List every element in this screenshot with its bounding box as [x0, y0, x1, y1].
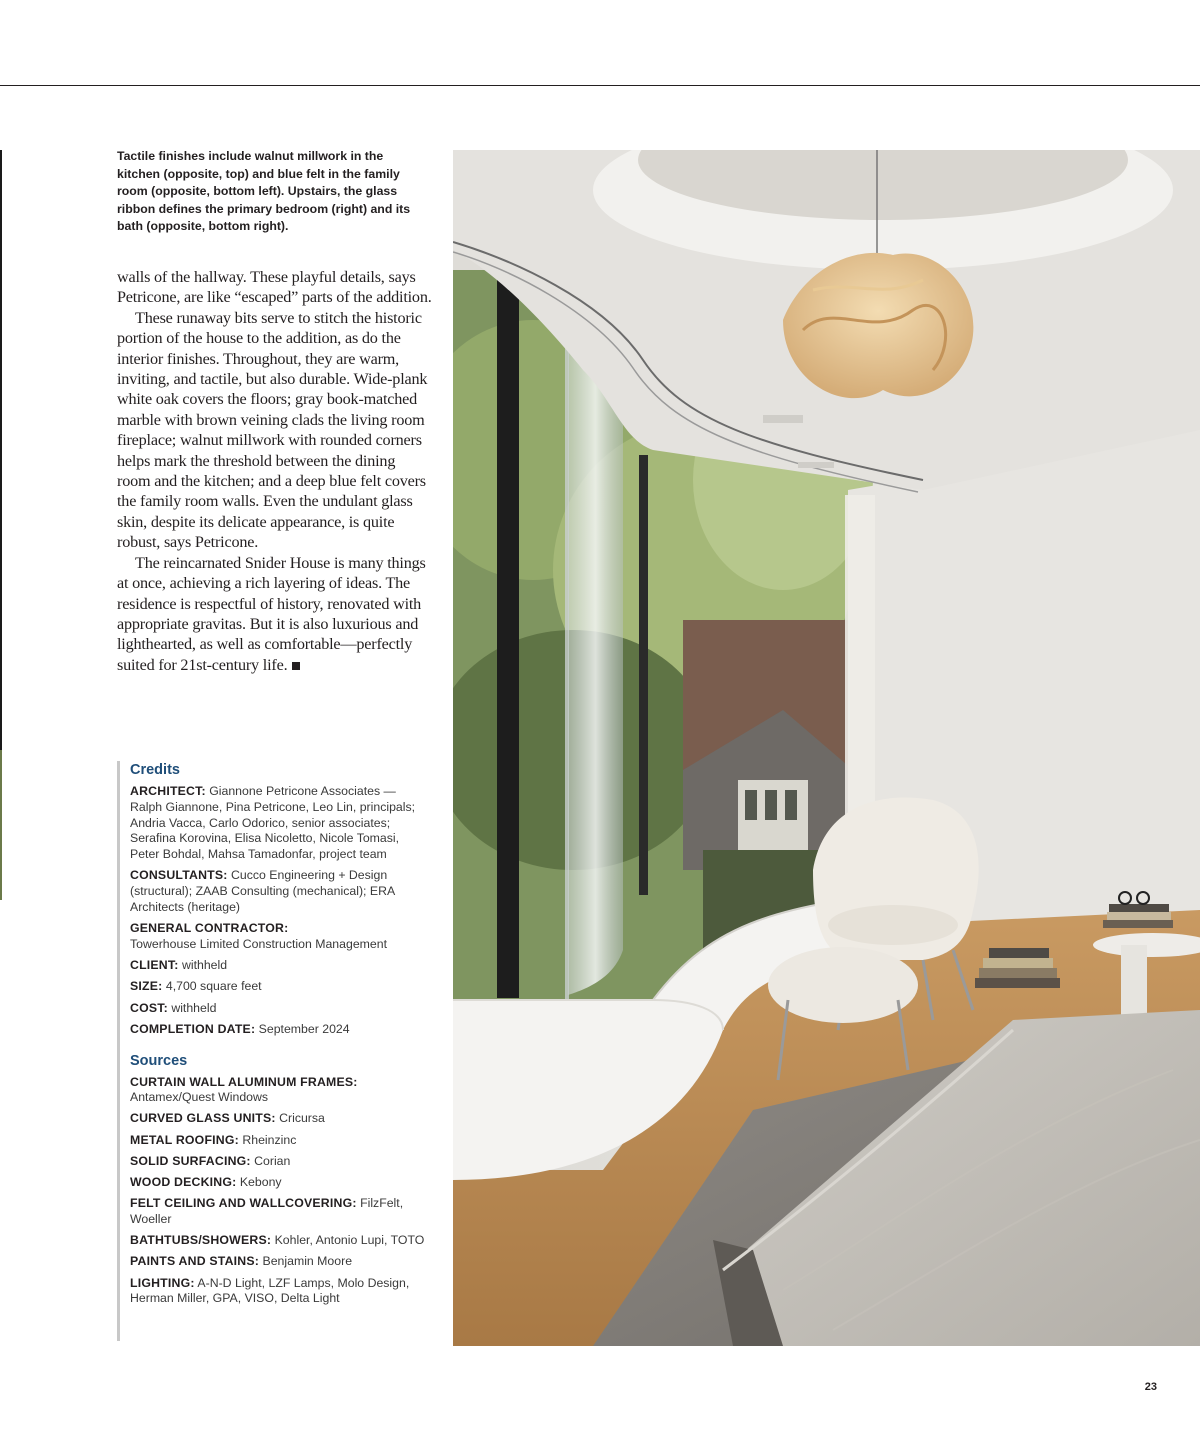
sources-label: CURVED GLASS UNITS: — [130, 1111, 276, 1126]
credits-value: September 2024 — [258, 1021, 350, 1036]
sources-value: Benjamin Moore — [262, 1254, 353, 1269]
sources-entry — [130, 1276, 427, 1308]
sources-value: Corian — [254, 1153, 291, 1168]
credits-label: CLIENT: — [130, 958, 179, 973]
sources-entry — [130, 1254, 427, 1270]
body-paragraph-2: These runaway bits serve to stitch the historic portion of the house to the addition, as do the interior finishes. Throughout, they are warm, inviting, and tactile, but also durable. Wide-plank white oak covers the floors; gray book-matched marble with brown veining clads the living room fireplace; walnut millwork with rounded corners helps mark the threshold between the dining room and the kitchen; and a deep blue felt covers the family room walls. Even the undulant glass skin, despite its delicate appearance, is quite robust, says Petricone. — [117, 308, 428, 552]
credits-value: Towerhouse Limited Construction Management — [130, 936, 388, 951]
sources-entry — [130, 1175, 427, 1191]
sources-label: METAL ROOFING: — [130, 1132, 239, 1147]
sources-label: WOOD DECKING: — [130, 1175, 237, 1190]
sources-entry — [130, 1154, 427, 1170]
credits-entry — [130, 1022, 427, 1038]
sources-entry — [130, 1196, 427, 1228]
photo-caption: Tactile finishes include walnut millwork in the kitchen (opposite, top) and blue felt in the family room (opposite, bottom left). Upstairs, the glass ribbon defines the primary bedroom (right) and its bath (opposite, bottom right). — [117, 149, 411, 234]
sources-label: BATHTUBS/SHOWERS: — [130, 1233, 272, 1248]
sources-label: CURTAIN WALL ALUMINUM FRAMES: — [130, 1074, 358, 1089]
credits-entry — [130, 979, 427, 995]
credits-value: withheld — [181, 958, 228, 973]
bedroom-photo — [453, 150, 1200, 1346]
credits-value: Giannone Petricone Associates — Ralph Giannone, Pina Petricone, Leo Lin, principals; Andria Vacca, Carlo Odorico, senior associates; Serafina Korovina, Elisa Nicoletto, Nicole Tomasi, Peter Bohdal, Mahsa Tamadonfar, project team — [130, 784, 416, 862]
sources-entry — [130, 1133, 427, 1149]
credits-label: ARCHITECT: — [130, 784, 206, 798]
sources-value: FilzFelt, Woeller — [130, 1196, 404, 1227]
sources-entry — [130, 1233, 427, 1249]
credits-label: COST: — [130, 1000, 168, 1015]
credits-value: 4,700 square feet — [165, 979, 262, 994]
sources-value: Kebony — [239, 1175, 282, 1190]
credits-sidebar — [117, 761, 427, 1341]
credits-entry — [130, 868, 427, 915]
top-rule — [0, 85, 1200, 86]
sources-value: Kohler, Antonio Lupi, TOTO — [274, 1233, 425, 1248]
sources-heading: Sources — [130, 1052, 188, 1069]
credits-label: SIZE: — [130, 979, 163, 994]
sources-value: Antamex/Quest Windows — [130, 1090, 269, 1105]
body-paragraph-3-text: The reincarnated Snider House is many things at once, achieving a rich layering of ideas. The residence is respectful of history, renovated with appropriate gravitas. But it is also luxurious and lighthearted, as well as comfortable—perfectly suited for 21st-century life. — [117, 553, 426, 674]
sources-value: Rheinzinc — [242, 1132, 297, 1147]
sources-label: PAINTS AND STAINS: — [130, 1254, 260, 1269]
credits-value: withheld — [171, 1000, 217, 1015]
credits-label: GENERAL CONTRACTOR: — [130, 921, 289, 936]
credits-label: CONSULTANTS: — [130, 868, 228, 883]
article-body — [117, 267, 432, 675]
credits-entry — [130, 1001, 427, 1017]
credits-entry — [130, 784, 427, 863]
margin-edge-bar-green — [0, 750, 2, 900]
credits-entry — [130, 921, 427, 953]
sources-label: LIGHTING: — [130, 1275, 195, 1290]
sources-label: FELT CEILING AND WALLCOVERING: — [130, 1196, 357, 1211]
margin-edge-bar — [0, 150, 2, 750]
sources-value: Cricursa — [279, 1111, 325, 1126]
sources-value: A-N-D Light, LZF Lamps, Molo Design, Herman Miller, GPA, VISO, Delta Light — [130, 1275, 410, 1306]
credits-value: Cucco Engineering + Design (structural); ZAAB Consulting (mechanical); ERA Architects (heritage) — [130, 868, 395, 914]
page-number: 23 — [1144, 1381, 1157, 1393]
sources-label: SOLID SURFACING: — [130, 1153, 251, 1168]
credits-entry — [130, 958, 427, 974]
body-paragraph-3 — [117, 553, 432, 675]
sources-entry — [130, 1111, 427, 1127]
credits-label: COMPLETION DATE: — [130, 1021, 256, 1036]
sources-entry — [130, 1075, 427, 1107]
body-paragraph-1: walls of the hallway. These playful details, says Petricone, are like “escaped” parts of the addition. — [117, 268, 432, 307]
credits-heading: Credits — [130, 762, 180, 778]
end-of-article-mark — [292, 662, 300, 670]
